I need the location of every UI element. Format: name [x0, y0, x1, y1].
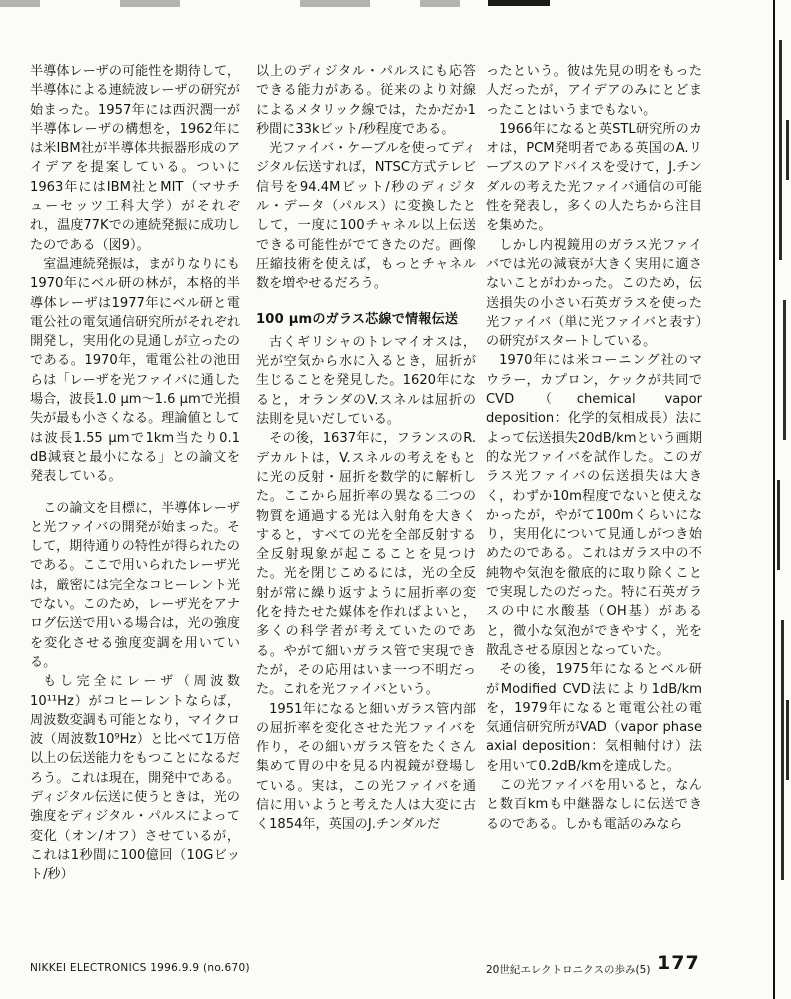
paragraph: 室温連続発振は，まがりなりにも1970年にベル研の林が，本格的半導体レーザは1977年にベル研と電電公社の電気通信研究所がそれぞれ開発し，実用化の見通しが立ったのである。1970年，電電公社の池田らは「レーザを光ファイバに通した場合，波長1.0 μm～1.6 μmで光損失が最も小さくなる。理論値としては波長1.55 μmで1km当たり0.1 dB減衰と最小になる」との論文を発表している。: [30, 256, 240, 485]
paragraph: 半導体レーザの可能性を期待して，半導体による連続波レーザの研究が始まった。1957年には西沢潤一が半導体レーザの構想を，1962年には米IBM社が半導体共振器形成のアイデアを提案している。ついに1963年にはIBM社とMIT（マサチューセッツ工科大学）がそれぞれ，温度77Kでの連続発振に成功したのである（図9）。: [30, 64, 240, 253]
right-edge-scan-marks: [729, 0, 791, 999]
paragraph: 以上のディジタル・パルスにも応答できる能力がある。従来のより対線によるメタリック線では，たかだか1秒間に33kビット/秒程度である。: [256, 64, 476, 137]
column-3: [486, 62, 702, 834]
column-1: [30, 62, 240, 884]
page-number: 177: [657, 952, 700, 974]
paragraph: ったという。彼は先見の明をもった人だったが，アイデアのみにとどまったことはいうまでもない。: [486, 64, 702, 118]
paragraph: 1966年になると英STL研究所のカオは，PCM発明者である英国のA.リーブスのアドバイスを受けて，J.チンダルの考えた光ファイバ通信の可能性を発表し，多くの人たちから注目を集めた。: [486, 121, 702, 234]
paragraph: 古くギリシャのトレマイオスは，光が空気から水に入るとき，屈折が生じることを発見した。1620年になると，オランダのV.スネルは屈折の法則を見いだしている。: [256, 334, 476, 428]
paragraph: この光ファイバを用いると，なんと数百kmも中継器なしに伝送できるのである。しかも電話のみなら: [486, 777, 702, 832]
column-2: [256, 62, 476, 835]
paragraph: 1970年には米コーニング社のマウラー，カプロン，ケックが共同でCVD（chemical vapor deposition：化学的気相成長）法によって伝送損失20dB/kmという画期的な光ファイバを試作した。このガラス光ファイバの伝送損失は大きく，わずか10m程度でないと使えなかったが，やがて100mくらいになり，実用化について見通しがつき始めたのである。これはガラス中の不純物や気泡を徹底的に取り除くことで実現したのだった。特に石英ガラスの中に水酸基（OH基）があると，微小な気泡ができやすく，光を散乱させる原因となっていた。: [486, 353, 702, 658]
paragraph: しかし内視鏡用のガラス光ファイバでは光の減衰が大きく実用に適さないことがわかった。このため，伝送損失の小さい石英ガラスを使った光ファイバ（単に光ファイバと表す）の研究がスタートしている。: [486, 237, 702, 350]
section-heading: 100 μmのガラス芯線で情報伝送: [256, 311, 459, 327]
footer-series-title: 20世紀エレクトロニクスの歩み(5): [486, 964, 651, 976]
paragraph: この論文を目標に，半導体レーザと光ファイバの開発が始まった。そして，期待通りの特性が得られたのである。ここで用いられたレーザ光は，厳密には完全なコヒーレント光でない。このため，レーザ光をアナログ伝送で用いる場合は，光の強度を変化させる強度変調を用いている。: [30, 500, 240, 670]
paragraph: その後，1975年になるとベル研がModified CVD法により1dB/kmを，1979年になると電電公社の電気通信研究所がVAD（vapor phase axial deposition：気相軸付け）法を用いて0.2dB/kmを達成した。: [486, 662, 702, 774]
paragraph: もし完全にレーザ（周波数10¹¹Hz）がコヒーレントならば，周波数変調も可能となり，マイクロ波（周波数10⁹Hz）と比べて1万倍以上の伝送能力をもつことになるだろう。これは現在，開発中である。ディジタル伝送に使うときは，光の強度をディジタル・パルスによって変化（オン/オフ）させているが，これは1秒間に100億回（10Gビット/秒）: [30, 674, 240, 883]
paragraph: その後，1637年に，フランスのR.デカルトは，V.スネルの考えをもとに光の反射・屈折を数学的に解析した。ここから屈折率の異なる二つの物質を通過する光は入射角を大きくすると，すべての光を全部反射する全反射現象が起こることを見つけた。光を閉じこめるには，光の全反射が常に繰り返すように屈折率の変化を持たせた媒体を作ればよいと，多くの科学者が考えていたのである。やがて細いガラス管で実現できたが，その応用はいま一つ不明だった。これを光ファイバという。: [256, 431, 476, 698]
paragraph: 光ファイバ・ケーブルを使ってディジタル伝送すれば，NTSC方式テレビ信号を94.4Mビット/秒のディジタル・データ（パルス）に変換したとして，一度に100チャネル以上伝送できる可能性がでてきたのだ。画像圧縮技術を使えば，もっとチャネル数を増やせるだろう。: [256, 141, 476, 292]
paragraph: 1951年になると細いガラス管内部の屈折率を変化させた光ファイバを作り，その細いガラス管をたくさん集めて胃の中を見る内視鏡が登場している。実は，この光ファイバを通信に用いようと考えた人は大変に古く1854年，英国のJ.チンダルだ: [256, 701, 476, 833]
footer-publication: NIKKEI ELECTRONICS 1996.9.9 (no.670): [30, 962, 250, 974]
top-scan-marks: [0, 0, 791, 14]
